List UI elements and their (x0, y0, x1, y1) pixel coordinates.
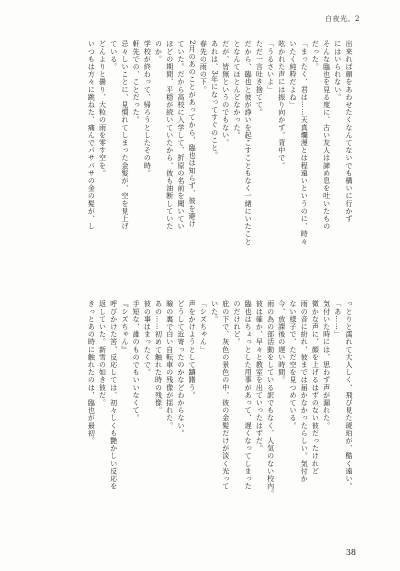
page-number: 38 (345, 548, 356, 557)
text-block-top (34, 40, 354, 270)
text-line: 春先の雨の下。 (199, 40, 208, 94)
text-line: だった。 (311, 40, 320, 71)
text-line: いた。 (210, 300, 219, 323)
text-line: だから、臨也と彼が諍いを起こすこともなく一緒にいたこと (244, 40, 253, 246)
text-line: 雨の為の部活動をしている訳でもなく、人気のない校内。 (266, 300, 275, 498)
text-line: ほどの期間、平穏が続いていたから、彼も油断していた (165, 40, 174, 230)
text-line: 手短な、誰のものでもいいなくて。 (132, 300, 141, 422)
text-line: 「あ……」 (333, 300, 342, 338)
text-line: 「うるさいよ」 (266, 40, 275, 94)
text-line: あの……初めて触れた時の残像。 (154, 300, 163, 414)
text-line: 今、放課後の遅い時間。 (277, 300, 286, 384)
text-line: 気付いた時には、思わず声が漏れた。 (322, 300, 331, 430)
text-line: にはいられない。 (333, 40, 342, 101)
text-line: いつもは方々に跳ねた、痛んでパサパサの金の髪が、し (87, 40, 96, 230)
text-line: ただ一言吐き捨てて。 (255, 40, 264, 116)
text-line: どうして近寄ったのかなどわからない。 (176, 300, 185, 437)
text-line: 軒先での、ことだった。 (132, 40, 141, 124)
text-line: のだけれど。 (232, 300, 241, 346)
running-head: 白夜光。2 (325, 15, 360, 23)
text-line: 「まったく、君は……天真爛漫とは程遠いというのに、時々 (300, 40, 309, 246)
text-line: ていた。だから高校に入学して、折原の名前を聞いてい (176, 40, 185, 230)
text-line: いたく純粋だよね」 (288, 40, 297, 109)
text-line: だが、皆無というのでもない。 (221, 40, 230, 147)
text-line: 彼は確か、早々と教室を出ていったはずだ。 (255, 300, 264, 452)
text-line: 呼びかけた筈、反応しては、初々しくも艶かしい反応を (109, 300, 118, 490)
text-line: 学校が終わって、帰ろうとしたその時。 (143, 40, 152, 177)
text-line: どんよりと曇り、大粒の雨を零す空を。 (98, 40, 107, 177)
text-line: 返していた。新雪の如き彼だ。 (98, 300, 107, 407)
text-line: 出来れば顔をあわせたくなんてないでも構いに行かず (345, 40, 353, 223)
text-line: 忌々しいことに、見慣れてしまった金髪が、空を見上げ (120, 40, 129, 230)
text-line: となんてほとんどなかった。 (232, 40, 241, 139)
text-line: 微かな声に、顔を上げるはずのない彼だったけれど (311, 300, 320, 475)
text-line: そんな臨也を見る度に、古い友人は諦め息を吐いたもの (322, 40, 331, 230)
text-line: のか。 (154, 40, 163, 63)
text-line: ている。 (109, 40, 118, 71)
text-line: っとりと濡れて大人しく、飛び見た琥珀が、酷く遠い。 (345, 300, 353, 490)
text-line: 瞼の裏で白い自転車の残像が揺れた。 (165, 300, 174, 430)
text-line: あれは、3年になってすぐのこと。 (210, 40, 219, 160)
text-line: 彼の事はまったくで。 (143, 300, 152, 376)
text-line: ない様子で、ただ空を見つめている。 (288, 300, 297, 430)
text-line: 臨也はちょっとした用事があって、遅くなってしまった (244, 300, 253, 490)
text-line: 雨の音に紛れ、彼までは届かなかったらしい。気付か (300, 300, 309, 483)
text-line: 「シズちゃん」 (199, 300, 208, 354)
text-block-bottom (34, 300, 354, 530)
text-line: 呟かれた声には振り向かず。背中で。 (277, 40, 286, 170)
text-line: 2月のあのことがあってから、臨也は知らず、彼を避け (188, 40, 197, 228)
text-line: 庇の下で、灰色の景色の中、彼の金髪だけが淡く光って (221, 300, 230, 490)
text-line: きっとあの時に触れたのは、臨也が最初。 (87, 300, 96, 445)
text-line: 声をかけようとして躊躇う。 (188, 300, 197, 399)
text-line: 『シズちゃん』 (120, 300, 129, 354)
